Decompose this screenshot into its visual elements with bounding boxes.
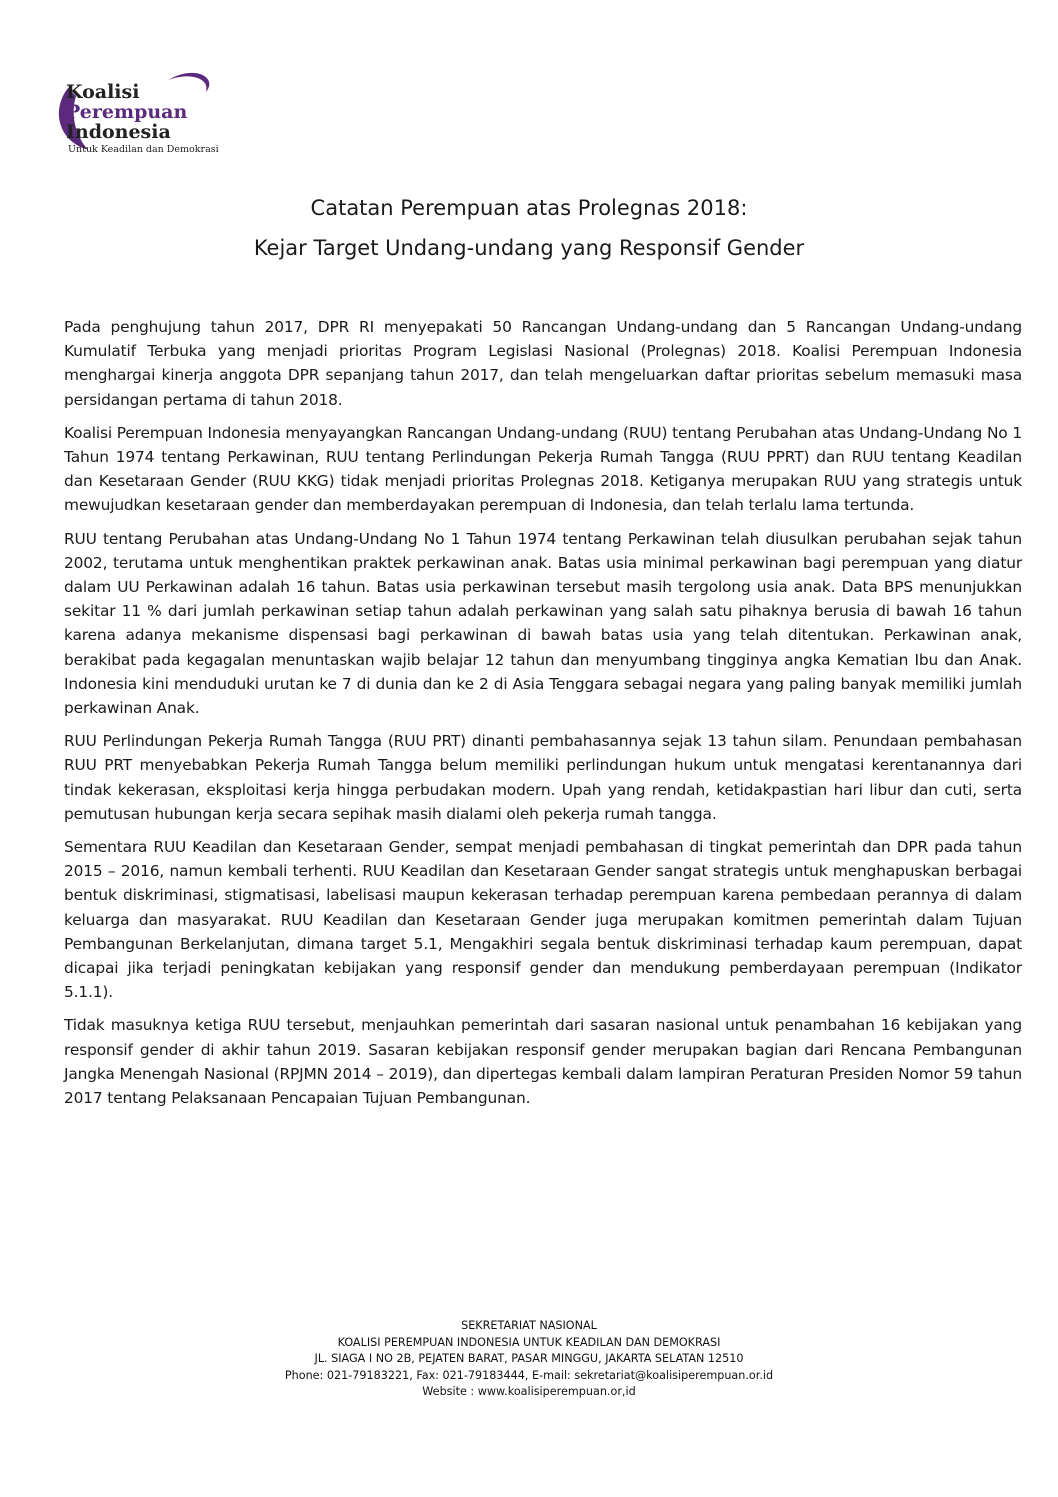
body-paragraph: RUU tentang Perubahan atas Undang-Undang No 1 Tahun 1974 tentang Perkawinan telah diusulkan perubahan sejak tahun 2002, terutama untuk menghentikan praktek perkawinan anak. Batas usia minimal perkawinan bagi perempuan yang diatur dalam UU Perkawinan adalah 16 tahun. Batas usia perkawinan tersebut masih tergolong usia anak. Data BPS menunjukkan sekitar 11 % dari jumlah perkawinan setiap tahun adalah perkawinan yang salah satu pihaknya berusia di bawah 16 tahun karena adanya mekanisme dispensasi bagi perkawinan di bawah batas usia yang telah ditentukan. Perkawinan anak, berakibat pada kegagalan menuntaskan wajib belajar 12 tahun dan menyumbang tingginya angka Kematian Ibu dan Anak. Indonesia kini menduduki urutan ke 7 di dunia dan ke 2 di Asia Tenggara sebagai negara yang paling banyak memiliki jumlah perkawinan Anak. <box>64 529 1022 718</box>
body-paragraph: Koalisi Perempuan Indonesia menyayangkan Rancangan Undang-undang (RUU) tentang Perubahan atas Undang-Undang No 1 Tahun 1974 tentang Perkawinan, RUU tentang Perlindungan Pekerja Rumah Tangga (RUU PPRT) dan RUU tentang Keadilan dan Kesetaraan Gender (RUU KKG) tidak menjadi prioritas Prolegnas 2018. Ketiganya merupakan RUU yang strategis untuk mewujudkan kesetaraan gender dan memberdayakan perempuan di Indonesia, dan telah terlalu lama tertunda. <box>64 423 1022 515</box>
organization-logo <box>48 58 238 168</box>
title-line-2: Kejar Target Undang-undang yang Responsif Gender <box>253 236 805 260</box>
body-paragraph: Sementara RUU Keadilan dan Kesetaraan Gender, sempat menjadi pembahasan di tingkat pemerintah dan DPR pada tahun 2015 – 2016, namun kembali terhenti. RUU Keadilan dan Kesetaraan Gender sangat strategis untuk menghapuskan berbagai bentuk diskriminasi, stigmatisasi, labelisasi maupun kekerasan terhadap perempuan karena pembedaan perannya di dalam keluarga dan masyarakat. RUU Keadilan dan Kesetaraan Gender juga merupakan komitmen pemerintah dalam Tujuan Pembangunan Berkelanjutan, dimana target 5.1, Mengakhiri segala bentuk diskriminasi terhadap kaum perempuan, dapat dicapai jika terjadi peningkatan kebijakan yang responsif gender dan mendukung pemberdayaan perempuan (Indikator 5.1.1). <box>64 838 1022 1002</box>
footer-secretariat: SEKRETARIAT NASIONAL <box>461 1319 597 1332</box>
footer-website: Website : www.koalisiperempuan.or,id <box>422 1385 636 1398</box>
body-paragraph: Tidak masuknya ketiga RUU tersebut, menjauhkan pemerintah dari sasaran nasional untuk penambahan 16 kebijakan yang responsif gender di akhir tahun 2019. Sasaran kebijakan responsif gender merupakan bagian dari Rencana Pembangunan Jangka Menengah Nasional (RPJMN 2014 – 2019), dan dipertegas kembali dalam lampiran Peraturan Presiden Nomor 59 tahun 2017 tentang Pelaksanaan Pencapaian Tujuan Pembangunan. <box>64 1016 1022 1108</box>
logo-name-line-3: Indonesia <box>66 121 171 143</box>
logo-name-line-2: Perempuan <box>66 101 188 123</box>
title-line-1: Catatan Perempuan atas Prolegnas 2018: <box>310 196 748 220</box>
footer-address: JL. SIAGA I NO 2B, PEJATEN BARAT, PASAR MINGGU, JAKARTA SELATAN 12510 <box>314 1352 744 1365</box>
document-title <box>0 188 1058 268</box>
body-paragraph: Pada penghujung tahun 2017, DPR RI menyepakati 50 Rancangan Undang-undang dan 5 Rancangan Undang-undang Kumulatif Terbuka yang menjadi prioritas Program Legislasi Nasional (Prolegnas) 2018. Koalisi Perempuan Indonesia menghargai kinerja anggota DPR sepanjang tahun 2017, dan telah mengeluarkan daftar prioritas sebelum memasuki masa persidangan pertama di tahun 2018. <box>64 318 1022 409</box>
logo-tagline: Untuk Keadilan dan Demokrasi <box>68 144 219 155</box>
footer-organization: KOALISI PEREMPUAN INDONESIA UNTUK KEADILAN DAN DEMOKRASI <box>337 1335 721 1349</box>
body-paragraph: RUU Perlindungan Pekerja Rumah Tangga (RUU PRT) dinanti pembahasannya sejak 13 tahun silam. Penundaan pembahasan RUU PRT menyebabkan Pekerja Rumah Tangga belum memiliki perlindungan hukum untuk mengatasi kerentanannya dari tindak kekerasan, eksploitasi kerja hingga perbudakan modern. Upah yang rendah, ketidakpastian hari libur dan cuti, serta pemutusan hubungan kerja secara sepihak masih dialami oleh pekerja rumah tangga. <box>64 732 1022 823</box>
logo-text-block <box>66 82 219 156</box>
footer-contact: Phone: 021-79183221, Fax: 021-79183444, E-mail: sekretariat@koalisiperempuan.or.id <box>284 1368 774 1382</box>
document-body <box>64 315 1022 1119</box>
letterhead-footer <box>0 1318 1058 1401</box>
logo-name-line-1: Koalisi <box>66 81 140 103</box>
